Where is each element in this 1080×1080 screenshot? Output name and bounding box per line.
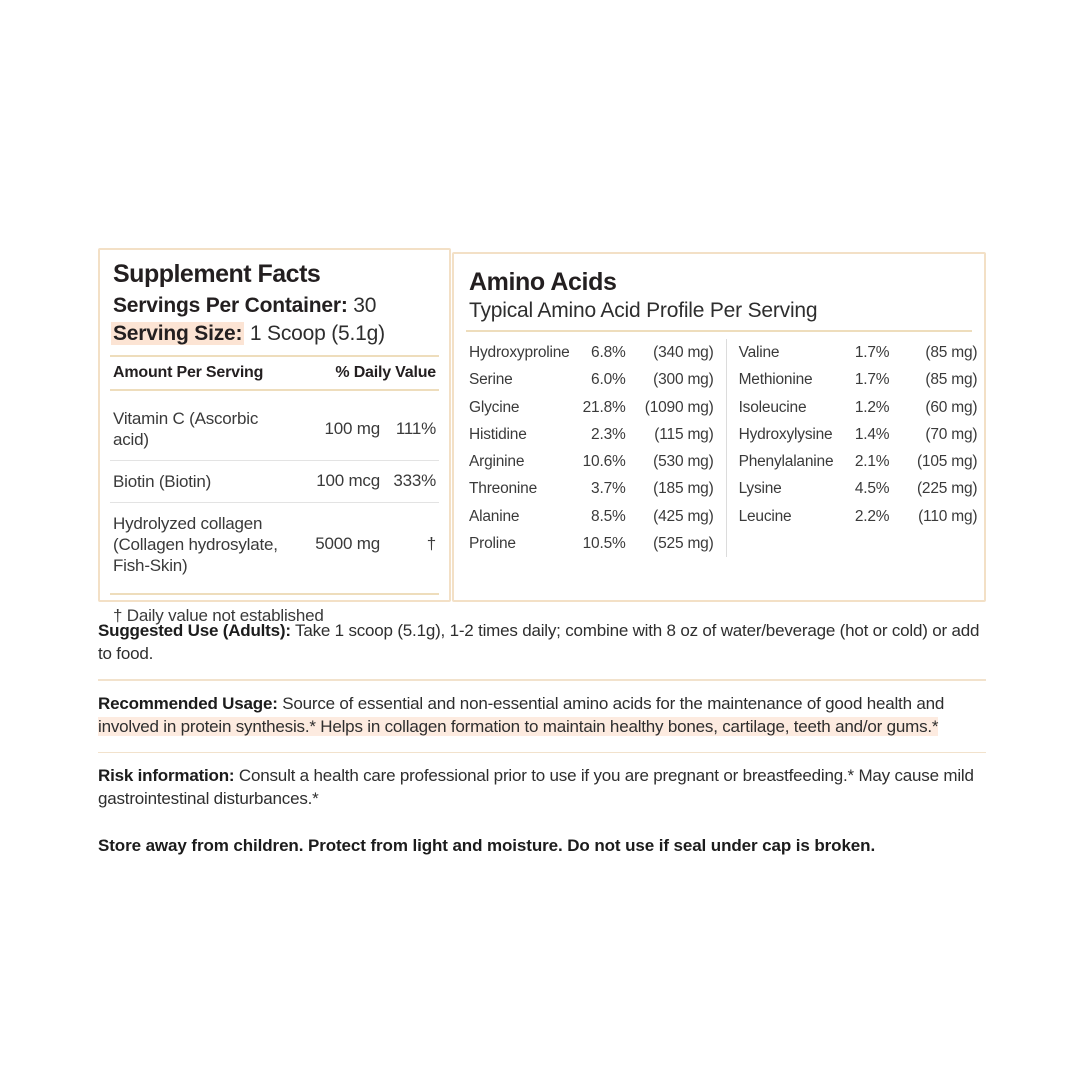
list-item — [469, 530, 714, 557]
list-item — [739, 475, 978, 502]
recommended-usage-section — [98, 689, 986, 746]
amino-mg: (60 mg) — [925, 398, 978, 416]
amino-percent: 4.5% — [854, 480, 890, 498]
supplement-facts-title: Supplement Facts — [113, 260, 321, 288]
column-amount-per-serving: Amount Per Serving — [113, 364, 264, 381]
risk-information-section — [98, 761, 986, 818]
amino-name: Phenylalanine — [738, 453, 834, 471]
list-item — [739, 421, 978, 448]
storage-warning: Store away from children. Protect from light and moisture. Do not use if seal under cap is broken. — [98, 836, 876, 855]
list-item — [469, 394, 714, 421]
amino-name: Methionine — [738, 371, 813, 389]
amino-percent: 1.7% — [854, 371, 890, 389]
list-item — [739, 366, 978, 393]
list-item — [469, 366, 714, 393]
amino-name: Leucine — [738, 507, 792, 525]
amino-name: Hydroxyproline — [469, 344, 570, 361]
amino-name: Isoleucine — [738, 398, 807, 416]
suggested-use-section — [98, 616, 986, 673]
amino-name: Alanine — [469, 507, 520, 525]
nutrient-amount: 100 mcg — [316, 471, 380, 490]
list-item — [469, 475, 714, 502]
serving-size-label: Serving Size: — [113, 322, 243, 345]
amino-mg: (185 mg) — [653, 480, 714, 498]
recommended-usage-text-highlighted: involved in protein synthesis.* Helps in collagen formation to maintain healthy bones, cartilage, teeth and/or gums.* — [98, 716, 939, 736]
divider — [110, 355, 439, 357]
amino-name: Serine — [469, 371, 513, 389]
nutrient-daily-value: 333% — [393, 471, 436, 490]
amino-percent: 6.8% — [591, 344, 626, 361]
facts-column-header — [113, 364, 436, 382]
amino-name: Hydroxylysine — [738, 425, 833, 443]
amino-percent: 10.6% — [582, 453, 626, 471]
amino-name: Lysine — [738, 480, 782, 498]
amino-name: Proline — [469, 535, 516, 553]
amino-mg: (70 mg) — [925, 425, 978, 443]
amino-percent: 1.4% — [854, 425, 890, 443]
amino-mg: (225 mg) — [916, 480, 978, 498]
amino-acid-column-left — [469, 339, 726, 557]
amino-mg: (530 mg) — [653, 453, 714, 471]
nutrient-amount: 5000 mg — [315, 534, 380, 553]
risk-information-text: Consult a health care professional prior to use if you are pregnant or breastfeeding.* May cause mild gastrointestinal disturbances.* — [98, 766, 974, 808]
divider — [110, 593, 439, 595]
table-row — [113, 398, 436, 460]
column-daily-value: % Daily Value — [335, 364, 436, 381]
amino-percent: 10.5% — [582, 535, 626, 553]
amino-name: Valine — [738, 344, 780, 361]
suggested-use-text: Take 1 scoop (5.1g), 1-2 times daily; combine with 8 oz of water/beverage (hot or cold) or add to food. — [98, 621, 980, 663]
list-item — [469, 339, 714, 366]
serving-size — [113, 320, 436, 348]
list-item — [739, 448, 978, 475]
amino-mg: (525 mg) — [653, 535, 714, 553]
amino-percent: 3.7% — [591, 480, 626, 498]
list-item — [469, 503, 714, 530]
list-item — [739, 394, 978, 421]
divider — [98, 679, 986, 681]
list-item — [469, 421, 714, 448]
amino-mg: (110 mg) — [918, 507, 978, 525]
amino-name: Histidine — [469, 425, 527, 443]
nutrient-name: Biotin (Biotin) — [113, 471, 212, 491]
amino-percent: 6.0% — [591, 371, 626, 389]
amino-percent: 1.2% — [854, 398, 890, 416]
amino-acid-column-right — [726, 339, 978, 557]
serving-size-value: 1 Scoop (5.1g) — [249, 322, 385, 345]
risk-information-label: Risk information: — [98, 766, 235, 785]
amino-percent: 2.2% — [854, 507, 890, 525]
amino-mg: (105 mg) — [916, 453, 978, 471]
recommended-usage-label: Recommended Usage: — [98, 693, 278, 713]
nutrient-name: Hydrolyzed collagen (Collagen hydrosylate, Fish-Skin) — [113, 513, 278, 575]
suggested-use-label: Suggested Use (Adults): — [98, 621, 291, 640]
amino-acids-title: Amino Acids — [469, 268, 617, 296]
nutrient-daily-value: 111% — [395, 418, 436, 438]
amino-mg: (115 mg) — [654, 425, 714, 443]
divider — [466, 330, 972, 332]
amino-mg: (85 mg) — [925, 344, 978, 361]
list-item — [469, 448, 714, 475]
daily-value-footnote: † Daily value not established — [113, 605, 324, 625]
amino-acid-table — [469, 339, 978, 557]
list-item — [739, 503, 978, 530]
amino-percent: 8.5% — [591, 507, 626, 525]
amino-mg: (340 mg) — [653, 344, 714, 361]
amino-mg: (425 mg) — [653, 507, 714, 525]
nutrient-amount: 100 mg — [324, 418, 380, 438]
amino-name: Threonine — [469, 480, 537, 498]
amino-percent: 2.1% — [854, 453, 890, 471]
amino-name: Glycine — [469, 398, 520, 416]
table-row — [113, 461, 436, 502]
nutrient-daily-value: † — [426, 534, 436, 553]
divider — [98, 752, 986, 754]
usage-information — [98, 616, 986, 865]
divider — [110, 389, 439, 391]
list-item — [739, 339, 978, 366]
amino-name: Arginine — [469, 453, 525, 471]
amino-percent: 21.8% — [582, 398, 626, 416]
nutrient-name: Vitamin C (Ascorbic acid) — [113, 408, 259, 449]
servings-per-container-label: Servings Per Container: — [113, 294, 348, 317]
table-row — [113, 503, 436, 586]
servings-per-container — [113, 292, 436, 320]
amino-percent: 2.3% — [591, 425, 626, 443]
amino-acids-panel — [452, 252, 986, 602]
amino-acids-subtitle: Typical Amino Acid Profile Per Serving — [469, 299, 818, 322]
amino-mg: (300 mg) — [653, 371, 714, 389]
servings-per-container-value: 30 — [353, 294, 377, 317]
supplement-facts-panel — [98, 248, 451, 625]
amino-percent: 1.7% — [854, 344, 890, 361]
amino-mg: (1090 mg) — [644, 398, 714, 416]
recommended-usage-text: Source of essential and non-essential amino acids for the maintenance of good health and — [282, 693, 945, 713]
amino-mg: (85 mg) — [925, 371, 978, 389]
